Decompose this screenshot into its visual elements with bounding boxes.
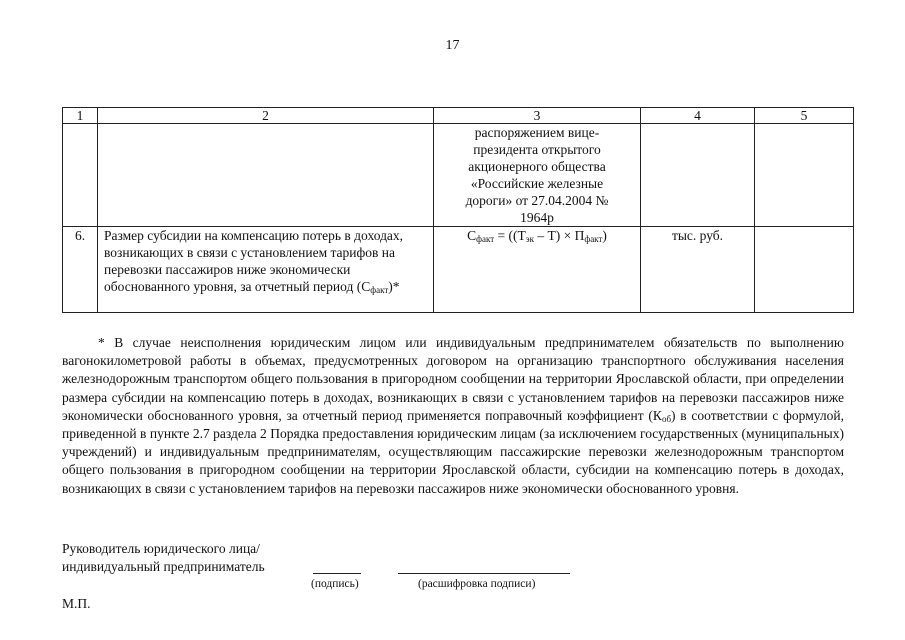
form-table xyxy=(62,107,854,313)
value-cell xyxy=(755,124,854,227)
signature-decoding-caption: (расшифровка подписи) xyxy=(418,578,536,590)
subscript: факт xyxy=(370,285,389,295)
page-number: 17 xyxy=(445,38,460,53)
indicator-name-text: Размер субсидии на компенсацию потерь в доходах, возникающих в связи с установлением тарифов на перевозки пассажиров ниже экономически обоснованного уровня, за отчетный период (С xyxy=(104,228,404,294)
subscript: об xyxy=(661,413,672,424)
subscript: факт xyxy=(476,234,495,244)
row-number-cell: 6. xyxy=(63,227,98,313)
unit-cell xyxy=(641,124,755,227)
formula-cell: распоряжением вице-президента открытого акционерного общества «Российские железные дороги» от 27.04.2004 № 1964р xyxy=(434,124,641,227)
column-header: 1 xyxy=(63,108,98,124)
formula-cell xyxy=(434,227,641,313)
signature-caption: (подпись) xyxy=(311,578,359,590)
footnote-text-continued: ) в соответствии с формулой, приведенной в пункте 2.7 раздела 2 Порядка предоставления юридическим лицам (за исключением государственных (муниципальных) учреждений) и индивидуальным предпринимателям, осуществляющим пассажирские перевозки железнодорожным транспортом общего пользования в пригородном сообщении на территории Ярославской области, субсидии на компенсацию потерь в доходах, возникающих в связи с установлением тарифов на перевозки пассажиров ниже экономически обоснованного уровня. xyxy=(62,407,844,496)
signatory-title-line1: Руководитель юридического лица/ xyxy=(62,541,260,556)
column-header: 5 xyxy=(755,108,854,124)
footnote-text: * В случае неисполнения юридическим лицом или индивидуальным предпринимателем обязательств по выполнению вагонокилометровой работы в объемах, предусмотренных договором на организацию транспортного обслуживания населения железнодорожным транспортом общего пользования в пригородном сообщении на территории Ярославской области, при определении размера субсидии на компенсацию потерь в доходах, возникающих в связи с установлением тарифов на перевозки пассажиров ниже экономически обоснованного уровня, за отчетный период применяется поправочный коэффициент (К xyxy=(62,335,844,423)
signature-decoding-line xyxy=(398,573,570,574)
table-header-row xyxy=(63,108,854,124)
formula-part: ) xyxy=(602,228,607,243)
formula-part: = ((Т xyxy=(494,228,526,243)
subscript: эк xyxy=(525,234,534,244)
table-row xyxy=(63,227,854,313)
signature-line xyxy=(313,573,361,574)
value-cell xyxy=(755,227,854,313)
column-header: 3 xyxy=(434,108,641,124)
indicator-name-tail: )* xyxy=(388,279,400,294)
stamp-place-label: М.П. xyxy=(62,596,91,611)
signatory-title-line2: индивидуальный предприниматель xyxy=(62,559,265,574)
column-header: 4 xyxy=(641,108,755,124)
subscript: факт xyxy=(584,234,603,244)
footnote xyxy=(62,334,844,498)
unit-cell: тыс. руб. xyxy=(641,227,755,313)
formula-part: С xyxy=(467,228,477,243)
column-header: 2 xyxy=(98,108,434,124)
formula-part: – Т) × П xyxy=(534,228,585,243)
indicator-name-cell xyxy=(98,124,434,227)
row-number-cell xyxy=(63,124,98,227)
indicator-name-cell xyxy=(98,227,434,313)
table-row xyxy=(63,124,854,227)
